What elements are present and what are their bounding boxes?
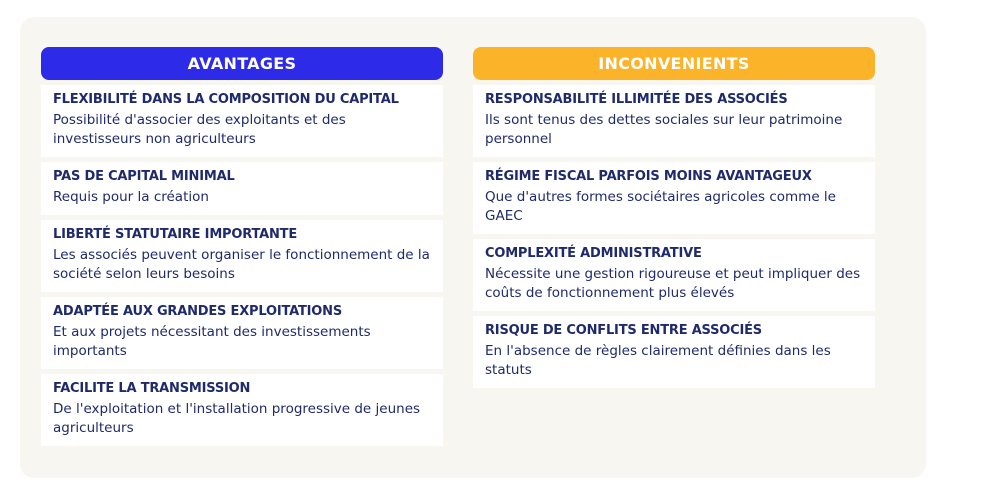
avantage-title: ADAPTÉE AUX GRANDES EXPLOITATIONS xyxy=(53,304,342,319)
avantage-title: LIBERTÉ STATUTAIRE IMPORTANTE xyxy=(53,227,298,242)
comparison-panel xyxy=(20,17,926,478)
inconvenients-header: INCONVENIENTS xyxy=(473,47,875,80)
inconvenient-title: COMPLEXITÉ ADMINISTRATIVE xyxy=(485,246,702,261)
inconvenient-title: RÉGIME FISCAL PARFOIS MOINS AVANTAGEUX xyxy=(485,169,812,184)
inconvenient-item xyxy=(473,239,875,311)
avantage-desc: De l'exploitation et l'installation progressive de jeunes agriculteurs xyxy=(53,401,421,436)
inconvenient-desc: Ils sont tenus des dettes sociales sur leur patrimoine personnel xyxy=(485,112,843,147)
avantage-item xyxy=(41,162,443,215)
inconvenient-title: RESPONSABILITÉ ILLIMITÉE DES ASSOCIÉS xyxy=(485,92,788,107)
avantages-column xyxy=(41,47,443,446)
inconvenient-desc: En l'absence de règles clairement définies dans les statuts xyxy=(485,343,831,378)
inconvenient-item xyxy=(473,316,875,388)
inconvenient-item xyxy=(473,162,875,234)
avantage-title: FLEXIBILITÉ DANS LA COMPOSITION DU CAPITAL xyxy=(53,92,399,107)
inconvenient-desc: Nécessite une gestion rigoureuse et peut impliquer des coûts de fonctionnement plus élevés xyxy=(485,266,861,301)
avantage-desc: Possibilité d'associer des exploitants et des investisseurs non agriculteurs xyxy=(53,112,346,147)
avantages-header: AVANTAGES xyxy=(41,47,443,80)
avantage-title: PAS DE CAPITAL MINIMAL xyxy=(53,169,235,184)
inconvenient-item xyxy=(473,85,875,157)
avantage-item xyxy=(41,220,443,292)
inconvenients-column xyxy=(473,47,875,388)
avantage-title: FACILITE LA TRANSMISSION xyxy=(53,381,251,396)
avantage-desc: Les associés peuvent organiser le fonctionnement de la société selon leurs besoins xyxy=(53,247,430,282)
avantage-item xyxy=(41,297,443,369)
avantage-item xyxy=(41,374,443,446)
avantage-desc: Et aux projets nécessitant des investissements importants xyxy=(53,324,371,359)
avantage-desc: Requis pour la création xyxy=(53,189,209,205)
avantage-item xyxy=(41,85,443,157)
inconvenient-desc: Que d'autres formes sociétaires agricoles comme le GAEC xyxy=(485,189,836,224)
inconvenient-title: RISQUE DE CONFLITS ENTRE ASSOCIÉS xyxy=(485,323,762,338)
